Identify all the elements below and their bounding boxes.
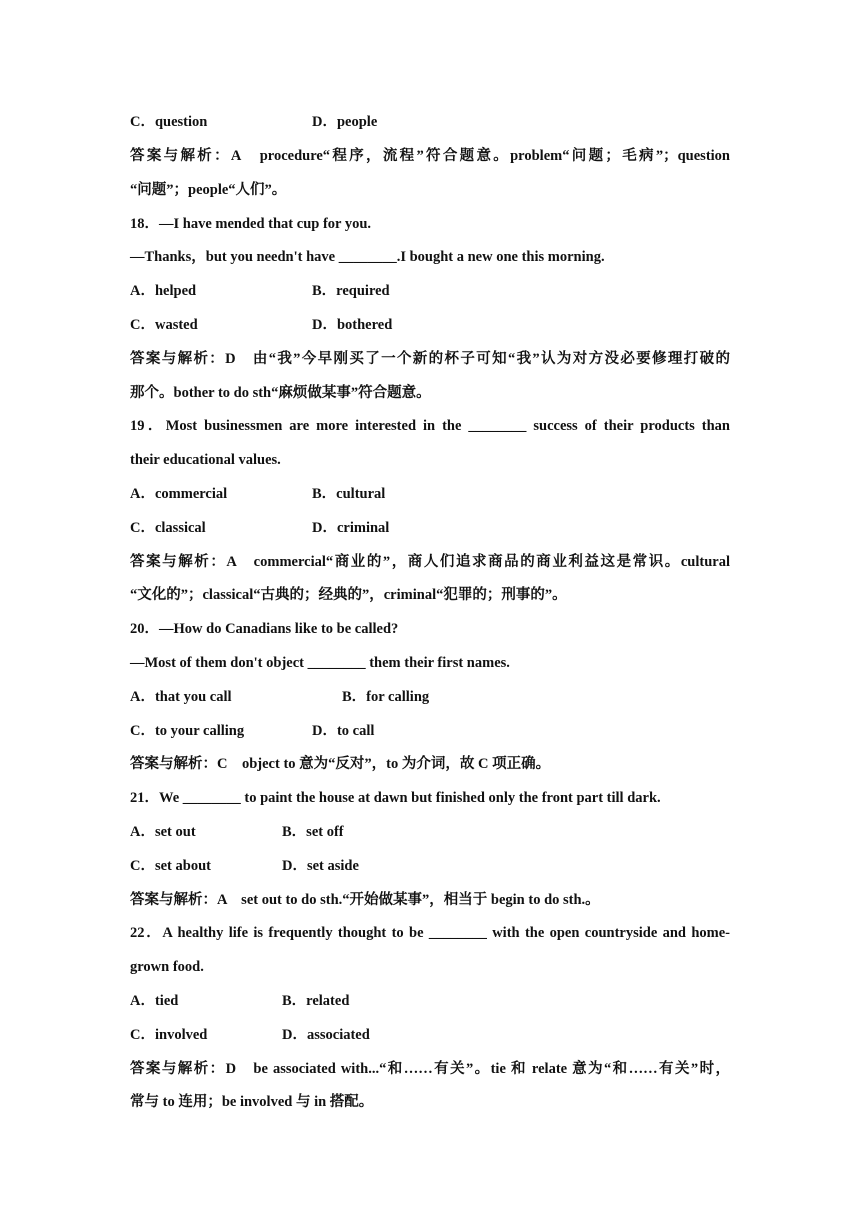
q18-answer-line-1: 答案与解析：D 由“我”今早刚买了一个新的杯子可知“我”认为对方没必要修理打破的 (130, 351, 730, 367)
q22-option-b: B．related (282, 993, 350, 1009)
q19-option-c: C．classical (130, 520, 206, 536)
q21-option-a: A．set out (130, 824, 196, 840)
q20-option-a: A．that you call (130, 689, 232, 705)
q19-option-a: A．commercial (130, 486, 228, 502)
q21-option-b: B．set off (282, 824, 344, 840)
q22-stem-line-2: grown food. (130, 959, 204, 975)
q21-option-d: D．set aside (282, 858, 359, 874)
q18-option-a: A．helped (130, 283, 197, 299)
q19-stem-line-1: 19．Most businessmen are more interested in the ________ success of their products than (130, 418, 730, 434)
q17-option-d: D．people (312, 114, 378, 130)
q19-answer-line-1: 答案与解析：A commercial“商业的”，商人们追求商品的商业利益这是常识。cultural (130, 554, 730, 570)
q22-option-d: D．associated (282, 1027, 370, 1043)
q20-stem-line-2: —Most of them don't object ________ them their first names. (130, 655, 510, 671)
q21-answer-line-1: 答案与解析：A set out to do sth.“开始做某事”，相当于 begin to do sth.。 (130, 892, 600, 908)
q19-answer-line-2: “文化的”；classical“古典的；经典的”，criminal“犯罪的；刑事的”。 (130, 587, 567, 603)
q18-option-c: C．wasted (130, 317, 198, 333)
q18-stem-line-2: —Thanks，but you needn't have ________.I bought a new one this morning. (130, 249, 605, 265)
q18-option-b: B．required (312, 283, 390, 299)
q17-option-c: C．question (130, 114, 208, 130)
q20-option-d: D．to call (312, 723, 375, 739)
q20-stem-line-1: 20．—How do Canadians like to be called? (130, 621, 399, 637)
q21-stem-line-1: 21．We ________ to paint the house at dawn but finished only the front part till dark. (130, 790, 661, 806)
q20-option-b: B．for calling (342, 689, 430, 705)
q22-option-a: A．tied (130, 993, 179, 1009)
q18-option-d: D．bothered (312, 317, 393, 333)
q18-stem-line-1: 18．—I have mended that cup for you. (130, 216, 372, 232)
q20-answer-line-1: 答案与解析：C object to 意为“反对”，to 为介词，故 C 项正确。 (130, 756, 551, 772)
q22-answer-line-1: 答案与解析：D be associated with...“和……有关”。tie 和 relate 意为“和……有关”时， (130, 1061, 730, 1077)
q19-option-d: D．criminal (312, 520, 390, 536)
q18-answer-line-2: 那个。bother to do sth“麻烦做某事”符合题意。 (130, 385, 431, 401)
q19-option-b: B．cultural (312, 486, 386, 502)
q20-option-c: C．to your calling (130, 723, 245, 739)
q17-answer-line-1: 答案与解析：A procedure“程序，流程”符合题意。problem“问题；毛病”；question (130, 148, 730, 164)
q22-answer-line-2: 常与 to 连用；be involved 与 in 搭配。 (130, 1094, 374, 1110)
q22-option-c: C．involved (130, 1027, 208, 1043)
q21-option-c: C．set about (130, 858, 211, 874)
q19-stem-line-2: their educational values. (130, 452, 281, 468)
q22-stem-line-1: 22．A healthy life is frequently thought to be ________ with the open countryside and home- (130, 925, 730, 941)
q17-answer-line-2: “问题”；people“人们”。 (130, 182, 287, 198)
